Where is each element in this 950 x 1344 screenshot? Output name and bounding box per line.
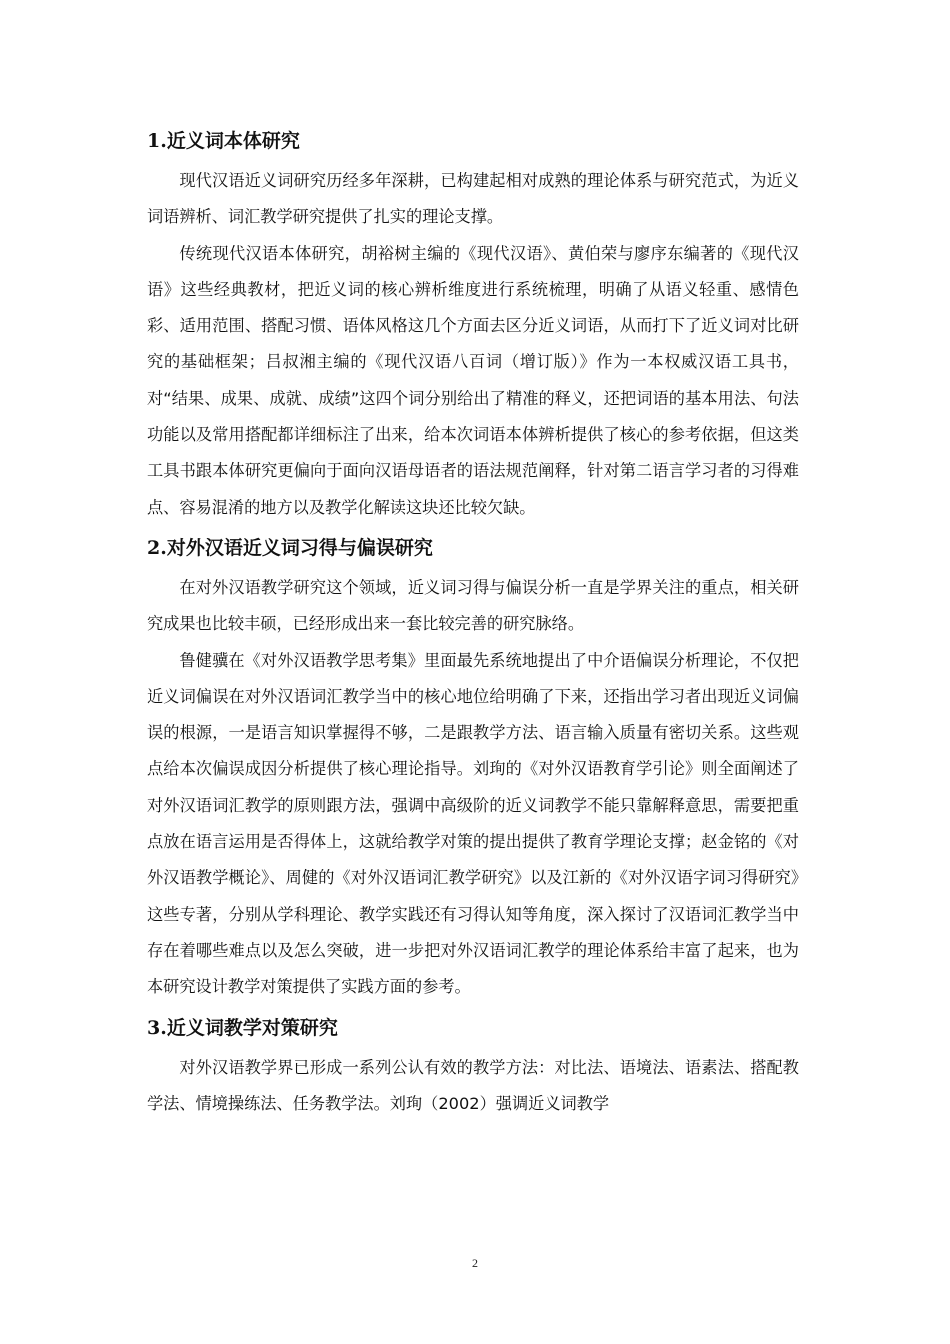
paragraph: 现代汉语近义词研究历经多年深耕，已构建起相对成熟的理论体系与研究范式，为近义词语辨析、词汇教学研究提供了扎实的理论支撑。 bbox=[147, 171, 799, 227]
paragraph: 鲁健骥在《对外汉语教学思考集》里面最先系统地提出了中介语偏误分析理论，不仅把近义词偏误在对外汉语词汇教学当中的核心地位给明确了下来，还指出学习者出现近义词偏误的根源，一是语言知识掌握得不够，二是跟教学方法、语言输入质量有密切关系。这些观点给本次偏误成因分析提供了核心理论指导。刘珣的《对外汉语教育学引论》则全面阐述了对外汉语词汇教学的原则跟方法，强调中高级阶的近义词教学不能只靠解释意思，需要把重点放在语言运用是否得体上，这就给教学对策的提出提供了教育学理论支撑；赵金铭的《对外汉语教学概论》、周健的《对外汉语词汇教学研究》以及江新的《对外汉语字词习得研究》这些专著，分别从学科理论、教学实践还有习得认知等角度，深入探讨了汉语词汇教学当中存在着哪些难点以及怎么突破，进一步把对外汉语词汇教学的理论体系给丰富了起来，也为本研究设计教学对策提供了实践方面的参考。 bbox=[147, 650, 799, 997]
page-number: 2 bbox=[472, 1256, 478, 1270]
paragraph: 传统现代汉语本体研究，胡裕树主编的《现代汉语》、黄伯荣与廖序东编著的《现代汉语》这些经典教材，把近义词的核心辨析维度进行系统梳理，明确了从语义轻重、感情色彩、适用范围、搭配习惯、语体风格这几个方面去区分近义词语，从而打下了近义词对比研究的基础框架；吕叔湘主编的《现代汉语八百词（增订版）》作为一本权威汉语工具书，对“结果、成果、成就、成绩”这四个词分别给出了精准的释义，还把词语的基本用法、句法功能以及常用搭配都详细标注了出来，给本次词语本体辨析提供了核心的参考依据，但这类工具书跟本体研究更偏向于面向汉语母语者的语法规范阐释，针对第二语言学习者的习得难点、容易混淆的地方以及教学化解读这块还比较欠缺。 bbox=[147, 243, 799, 517]
paragraph: 对外汉语教学界已形成一系列公认有效的教学方法：对比法、语境法、语素法、搭配教学法、情境操练法、任务教学法。刘珣（2002）强调近义词教学 bbox=[147, 1057, 799, 1113]
section-heading: 1.近义词本体研究 bbox=[147, 130, 300, 152]
document-body bbox=[147, 119, 799, 1122]
section-heading: 2.对外汉语近义词习得与偏误研究 bbox=[147, 536, 433, 559]
paragraph: 在对外汉语教学研究这个领域，近义词习得与偏误分析一直是学界关注的重点，相关研究成果也比较丰硕，已经形成出来一套比较完善的研究脉络。 bbox=[147, 577, 799, 634]
section-heading: 3.近义词教学对策研究 bbox=[147, 1016, 338, 1039]
